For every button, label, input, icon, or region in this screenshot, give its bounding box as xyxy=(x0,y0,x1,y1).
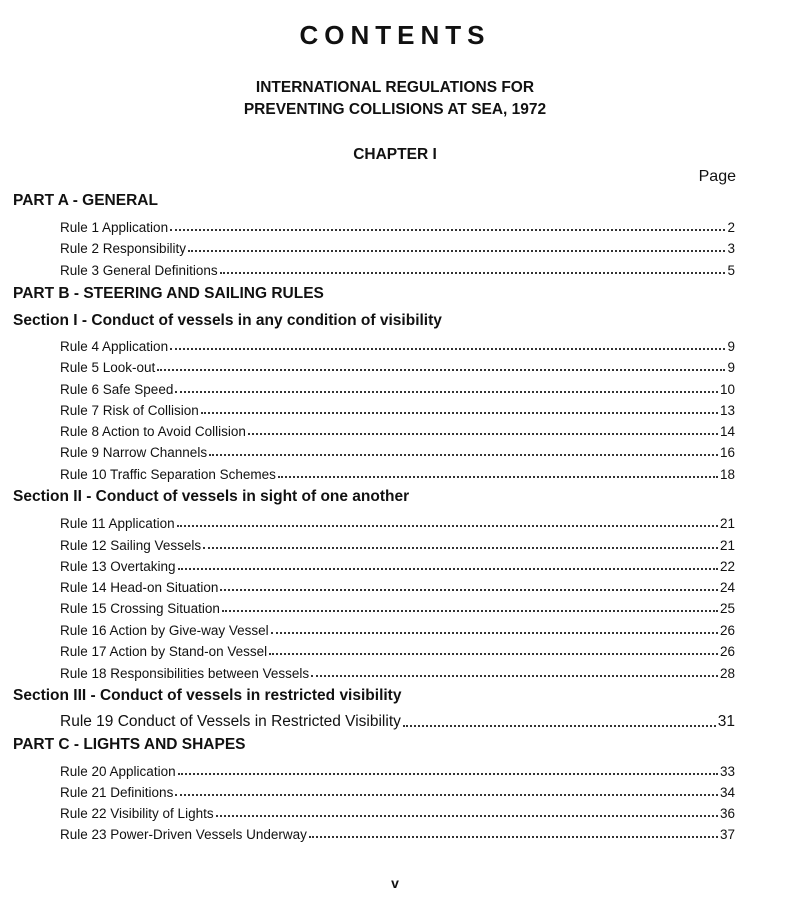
toc-entry-label: Rule 6 Safe Speed xyxy=(60,382,174,397)
toc-entry-page: 22 xyxy=(719,559,735,574)
subtitle-line-1: INTERNATIONAL REGULATIONS FOR xyxy=(255,79,535,96)
toc-entry-page: 24 xyxy=(719,580,735,595)
toc-entry-label: Rule 14 Head-on Situation xyxy=(60,580,219,595)
toc-entry[interactable] xyxy=(60,442,735,460)
toc-entry-label: Rule 7 Risk of Collision xyxy=(60,403,199,418)
toc-entry[interactable] xyxy=(60,535,735,553)
dot-leader xyxy=(178,568,718,570)
toc-entry-label: Rule 5 Look-out xyxy=(60,360,156,375)
toc-entry-label: Rule 20 Application xyxy=(60,764,176,779)
toc-entry-label: Rule 3 General Definitions xyxy=(60,263,218,278)
toc-entry-label: Rule 13 Overtaking xyxy=(60,559,176,574)
dot-leader xyxy=(157,369,725,371)
toc-entry-label: Rule 16 Action by Give-way Vessel xyxy=(60,623,269,638)
toc-entry-page: 14 xyxy=(719,424,735,439)
toc-entry[interactable] xyxy=(60,761,735,779)
toc-entry-label: Rule 1 Application xyxy=(60,220,169,235)
dot-leader xyxy=(311,675,718,677)
toc-entry-page: 33 xyxy=(719,764,735,779)
toc-entry[interactable] xyxy=(60,782,735,800)
toc-entry-page: 25 xyxy=(719,601,735,616)
toc-entry-page: 5 xyxy=(727,263,735,278)
toc-entry-label: Rule 9 Narrow Channels xyxy=(60,445,208,460)
toc-entry-label: Rule 17 Action by Stand-on Vessel xyxy=(60,644,268,659)
toc-entry[interactable] xyxy=(60,710,735,731)
toc-entry-label: Rule 15 Crossing Situation xyxy=(60,601,220,616)
toc-entry-label: Rule 18 Responsibilities between Vessels xyxy=(60,666,310,681)
section-1-heading: Section I - Conduct of vessels in any condition of visibility xyxy=(13,312,442,329)
toc-entry-page: 18 xyxy=(719,467,735,482)
toc-entry-label: Rule 4 Application xyxy=(60,339,169,354)
dot-leader xyxy=(178,773,718,775)
toc-entry-page: 21 xyxy=(719,538,735,553)
toc-entry-label: Rule 11 Application xyxy=(60,516,175,531)
dot-leader xyxy=(209,454,718,456)
toc-entry[interactable] xyxy=(60,598,735,616)
dot-leader xyxy=(188,250,725,252)
dot-leader xyxy=(170,229,725,231)
toc-entry[interactable] xyxy=(60,513,735,531)
dot-leader xyxy=(220,589,718,591)
dot-leader xyxy=(203,547,718,549)
toc-entry-page: 2 xyxy=(727,220,735,235)
toc-entry[interactable] xyxy=(60,641,735,659)
toc-entry-label: Rule 22 Visibility of Lights xyxy=(60,806,214,821)
toc-entry[interactable] xyxy=(60,620,735,638)
dot-leader xyxy=(278,476,718,478)
chapter-heading: CHAPTER I xyxy=(353,146,437,163)
dot-leader xyxy=(201,412,718,414)
dot-leader xyxy=(309,836,718,838)
toc-entry[interactable] xyxy=(60,238,735,256)
toc-entry-page: 10 xyxy=(719,382,735,397)
dot-leader xyxy=(216,815,718,817)
dot-leader xyxy=(403,725,716,727)
toc-entry[interactable] xyxy=(60,260,735,278)
dot-leader xyxy=(175,794,718,796)
toc-entry-label: Rule 8 Action to Avoid Collision xyxy=(60,424,246,439)
toc-entry[interactable] xyxy=(60,577,735,595)
part-a-heading: PART A - GENERAL xyxy=(13,192,158,209)
section-2-heading: Section II - Conduct of vessels in sight of one another xyxy=(13,488,410,505)
toc-entry-page: 3 xyxy=(727,241,735,256)
document-subtitle xyxy=(0,77,790,121)
toc-entry[interactable] xyxy=(60,217,735,235)
toc-entry-label: Rule 12 Sailing Vessels xyxy=(60,538,202,553)
toc-entry[interactable] xyxy=(60,663,735,681)
page-column-label: Page xyxy=(698,168,736,185)
toc-entry-page: 21 xyxy=(719,516,735,531)
dot-leader xyxy=(248,433,718,435)
toc-entry-label: Rule 23 Power-Driven Vessels Underway xyxy=(60,827,307,842)
page-title: CONTENTS xyxy=(299,20,491,50)
toc-entry-page: 28 xyxy=(719,666,735,681)
page-number: v xyxy=(391,875,399,891)
toc-entry-label: Rule 2 Responsibility xyxy=(60,241,187,256)
dot-leader xyxy=(175,391,718,393)
toc-entry-label: Rule 21 Definitions xyxy=(60,785,174,800)
toc-entry-page: 36 xyxy=(719,806,735,821)
toc-entry-page: 26 xyxy=(719,644,735,659)
toc-entry-label: Rule 10 Traffic Separation Schemes xyxy=(60,467,276,482)
dot-leader xyxy=(177,525,718,527)
dot-leader xyxy=(170,348,725,350)
part-b-heading: PART B - STEERING AND SAILING RULES xyxy=(13,285,324,302)
toc-entry[interactable] xyxy=(60,824,735,842)
toc-entry[interactable] xyxy=(60,379,735,397)
dot-leader xyxy=(222,610,718,612)
toc-entry-label: Rule 19 Conduct of Vessels in Restricted Visibility xyxy=(60,713,401,730)
toc-entry[interactable] xyxy=(60,357,735,375)
toc-entry[interactable] xyxy=(60,336,735,354)
toc-entry-page: 26 xyxy=(719,623,735,638)
toc-entry[interactable] xyxy=(60,464,735,482)
toc-entry-page: 9 xyxy=(727,360,735,375)
toc-entry-page: 34 xyxy=(719,785,735,800)
toc-entry-page: 9 xyxy=(727,339,735,354)
dot-leader xyxy=(269,653,718,655)
toc-entry-page: 31 xyxy=(717,713,735,730)
subtitle-line-2: PREVENTING COLLISIONS AT SEA, 1972 xyxy=(243,101,547,118)
toc-entry[interactable] xyxy=(60,400,735,418)
toc-entry-page: 13 xyxy=(719,403,735,418)
dot-leader xyxy=(271,632,718,634)
toc-entry[interactable] xyxy=(60,556,735,574)
toc-entry[interactable] xyxy=(60,803,735,821)
toc-entry-page: 37 xyxy=(719,827,735,842)
toc-entry-page: 16 xyxy=(719,445,735,460)
dot-leader xyxy=(220,272,726,274)
part-c-heading: PART C - LIGHTS AND SHAPES xyxy=(13,736,246,753)
section-3-heading: Section III - Conduct of vessels in restricted visibility xyxy=(13,687,402,704)
toc-entry[interactable] xyxy=(60,421,735,439)
